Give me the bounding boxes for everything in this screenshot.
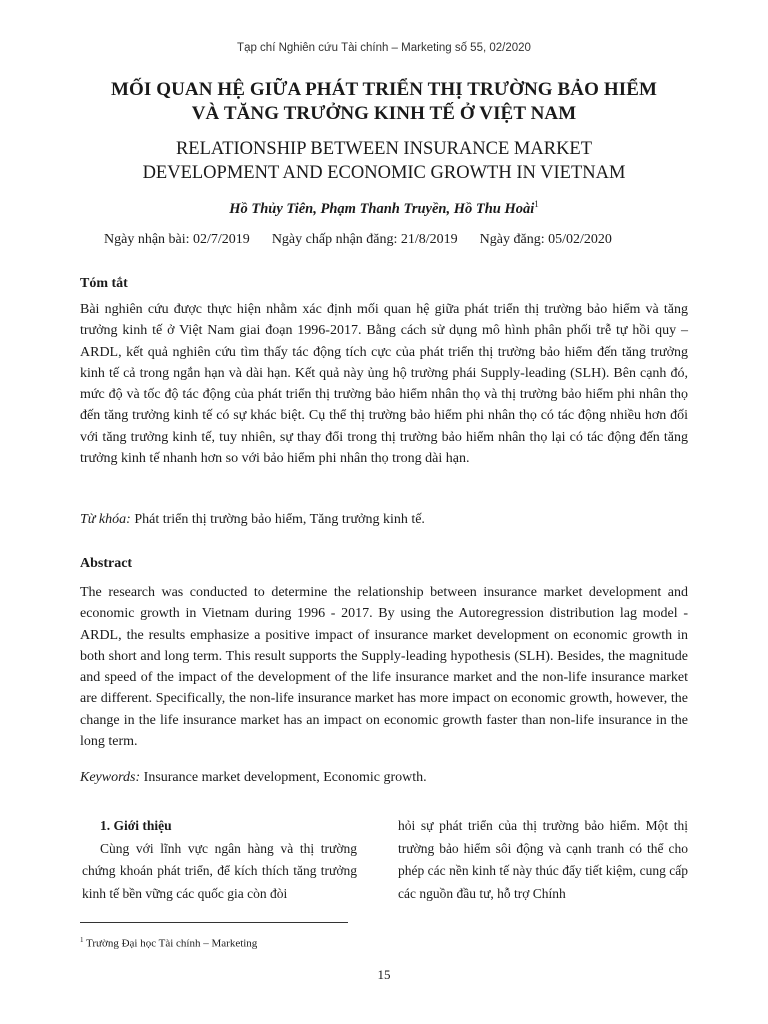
title-vn-line-2: VÀ TĂNG TRƯỞNG KINH TẾ Ở VIỆT NAM <box>191 103 577 124</box>
date-accepted: Ngày chấp nhận đăng: 21/8/2019 <box>271 232 458 247</box>
keywords-en-label: Keywords: <box>80 770 141 785</box>
title-en-line-1: RELATIONSHIP BETWEEN INSURANCE MARKET <box>175 139 593 159</box>
author-names: Hồ Thủy Tiên, Phạm Thanh Truyền, Hồ Thu Hoài <box>229 200 535 217</box>
footnote-divider <box>80 922 348 923</box>
summary-body: Bài nghiên cứu được thực hiện nhằm xác định mối quan hệ giữa phát triển thị trường bảo hiểm và tăng trưởng kinh tế ở Việt Nam giai đoạn 1996-2017. Bằng cách sử dụng mô hình phân phối trễ tự hồi quy – ARDL, kết quả nghiên cứu tìm thấy tác động tích cực của phát triển thị trường bảo hiểm đến tăng trưởng kinh tế cả trong ngắn hạn và dài hạn. Kết quả này ủng hộ trường phái Supply-leading (SLH). Bên cạnh đó, mức độ và tốc độ tác động của phát triển thị trường bảo hiểm nhân thọ và thị trường bảo hiểm phi nhân thọ đến tăng trưởng kinh tế có sự khác biệt. Cụ thể thị trường bảo hiểm phi nhân thọ có tác động nhiều hơn đối với tăng trưởng kinh tế, tuy nhiên, sự thay đổi trong thị trường bảo hiểm nhân thọ lại có tác động đến tăng trưởng kinh tế nhanh hơn so với bảo hiểm phi nhân thọ trong dài hạn. <box>80 302 688 467</box>
intro-right-column <box>398 815 688 905</box>
date-received: Ngày nhận bài: 02/7/2019 <box>104 232 250 247</box>
footnote <box>80 936 257 950</box>
keywords-en-text: Insurance market development, Economic growth. <box>143 770 427 785</box>
summary-heading: Tóm tắt <box>80 276 128 291</box>
article-dates <box>104 232 704 248</box>
keywords-vn-text: Phát triển thị trường bảo hiểm, Tăng trưởng kinh tế. <box>134 512 425 527</box>
abstract-heading: Abstract <box>80 556 133 571</box>
title-english <box>60 137 708 185</box>
keywords-vn <box>80 512 425 528</box>
title-vietnamese <box>60 78 708 126</box>
keywords-en <box>80 770 427 786</box>
page-number: 15 <box>377 967 391 982</box>
abstract-body: The research was conducted to determine the relationship between insurance market development and economic growth in Vietnam during 1996 - 2017. By using the Autoregression distribution lag model - ARDL, the results emphasize a positive impact of insurance market development on economic growth in both short and long term. This result supports the Supply-leading hypothesis (SLH). Besides, the magnitude and speed of the impact of the development of the life insurance market and the non-life insurance market are different. Specifically, the non-life insurance market has more impact on economic growth, however, the change in the life insurance market has an impact on economic growth faster than non-life insurance in the long term. <box>80 585 688 750</box>
title-en-line-2: DEVELOPMENT AND ECONOMIC GROWTH IN VIETNAM <box>142 163 626 183</box>
footnote-mark: 1 <box>80 936 84 944</box>
journal-header: Tạp chí Nghiên cứu Tài chính – Marketing số 55, 02/2020 <box>237 42 531 54</box>
intro-left-column <box>82 815 357 905</box>
title-vn-line-1: MỐI QUAN HỆ GIỮA PHÁT TRIỂN THỊ TRƯỜNG BẢO HIỂM <box>110 79 658 100</box>
author-footnote-mark: 1 <box>534 199 539 209</box>
authors <box>0 199 768 218</box>
keywords-vn-label: Từ khóa: <box>80 512 131 527</box>
intro-left-body: Cùng với lĩnh vực ngân hàng và thị trường chứng khoán phát triển, để kích thích tăng trưởng kinh tế bền vững các quốc gia còn đòi <box>82 840 357 901</box>
date-published: Ngày đăng: 05/02/2020 <box>479 232 612 247</box>
intro-heading: 1. Giới thiệu <box>100 818 172 833</box>
footnote-text: Trường Đại học Tài chính – Marketing <box>83 937 258 950</box>
intro-right-body: hỏi sự phát triển của thị trường bảo hiểm. Một thị trường bảo hiểm sôi động và cạnh tranh có thể cho phép các nền kinh tế này thúc đẩy tiết kiệm, cung cấp các nguồn đầu tư, hỗ trợ Chính <box>398 818 688 901</box>
